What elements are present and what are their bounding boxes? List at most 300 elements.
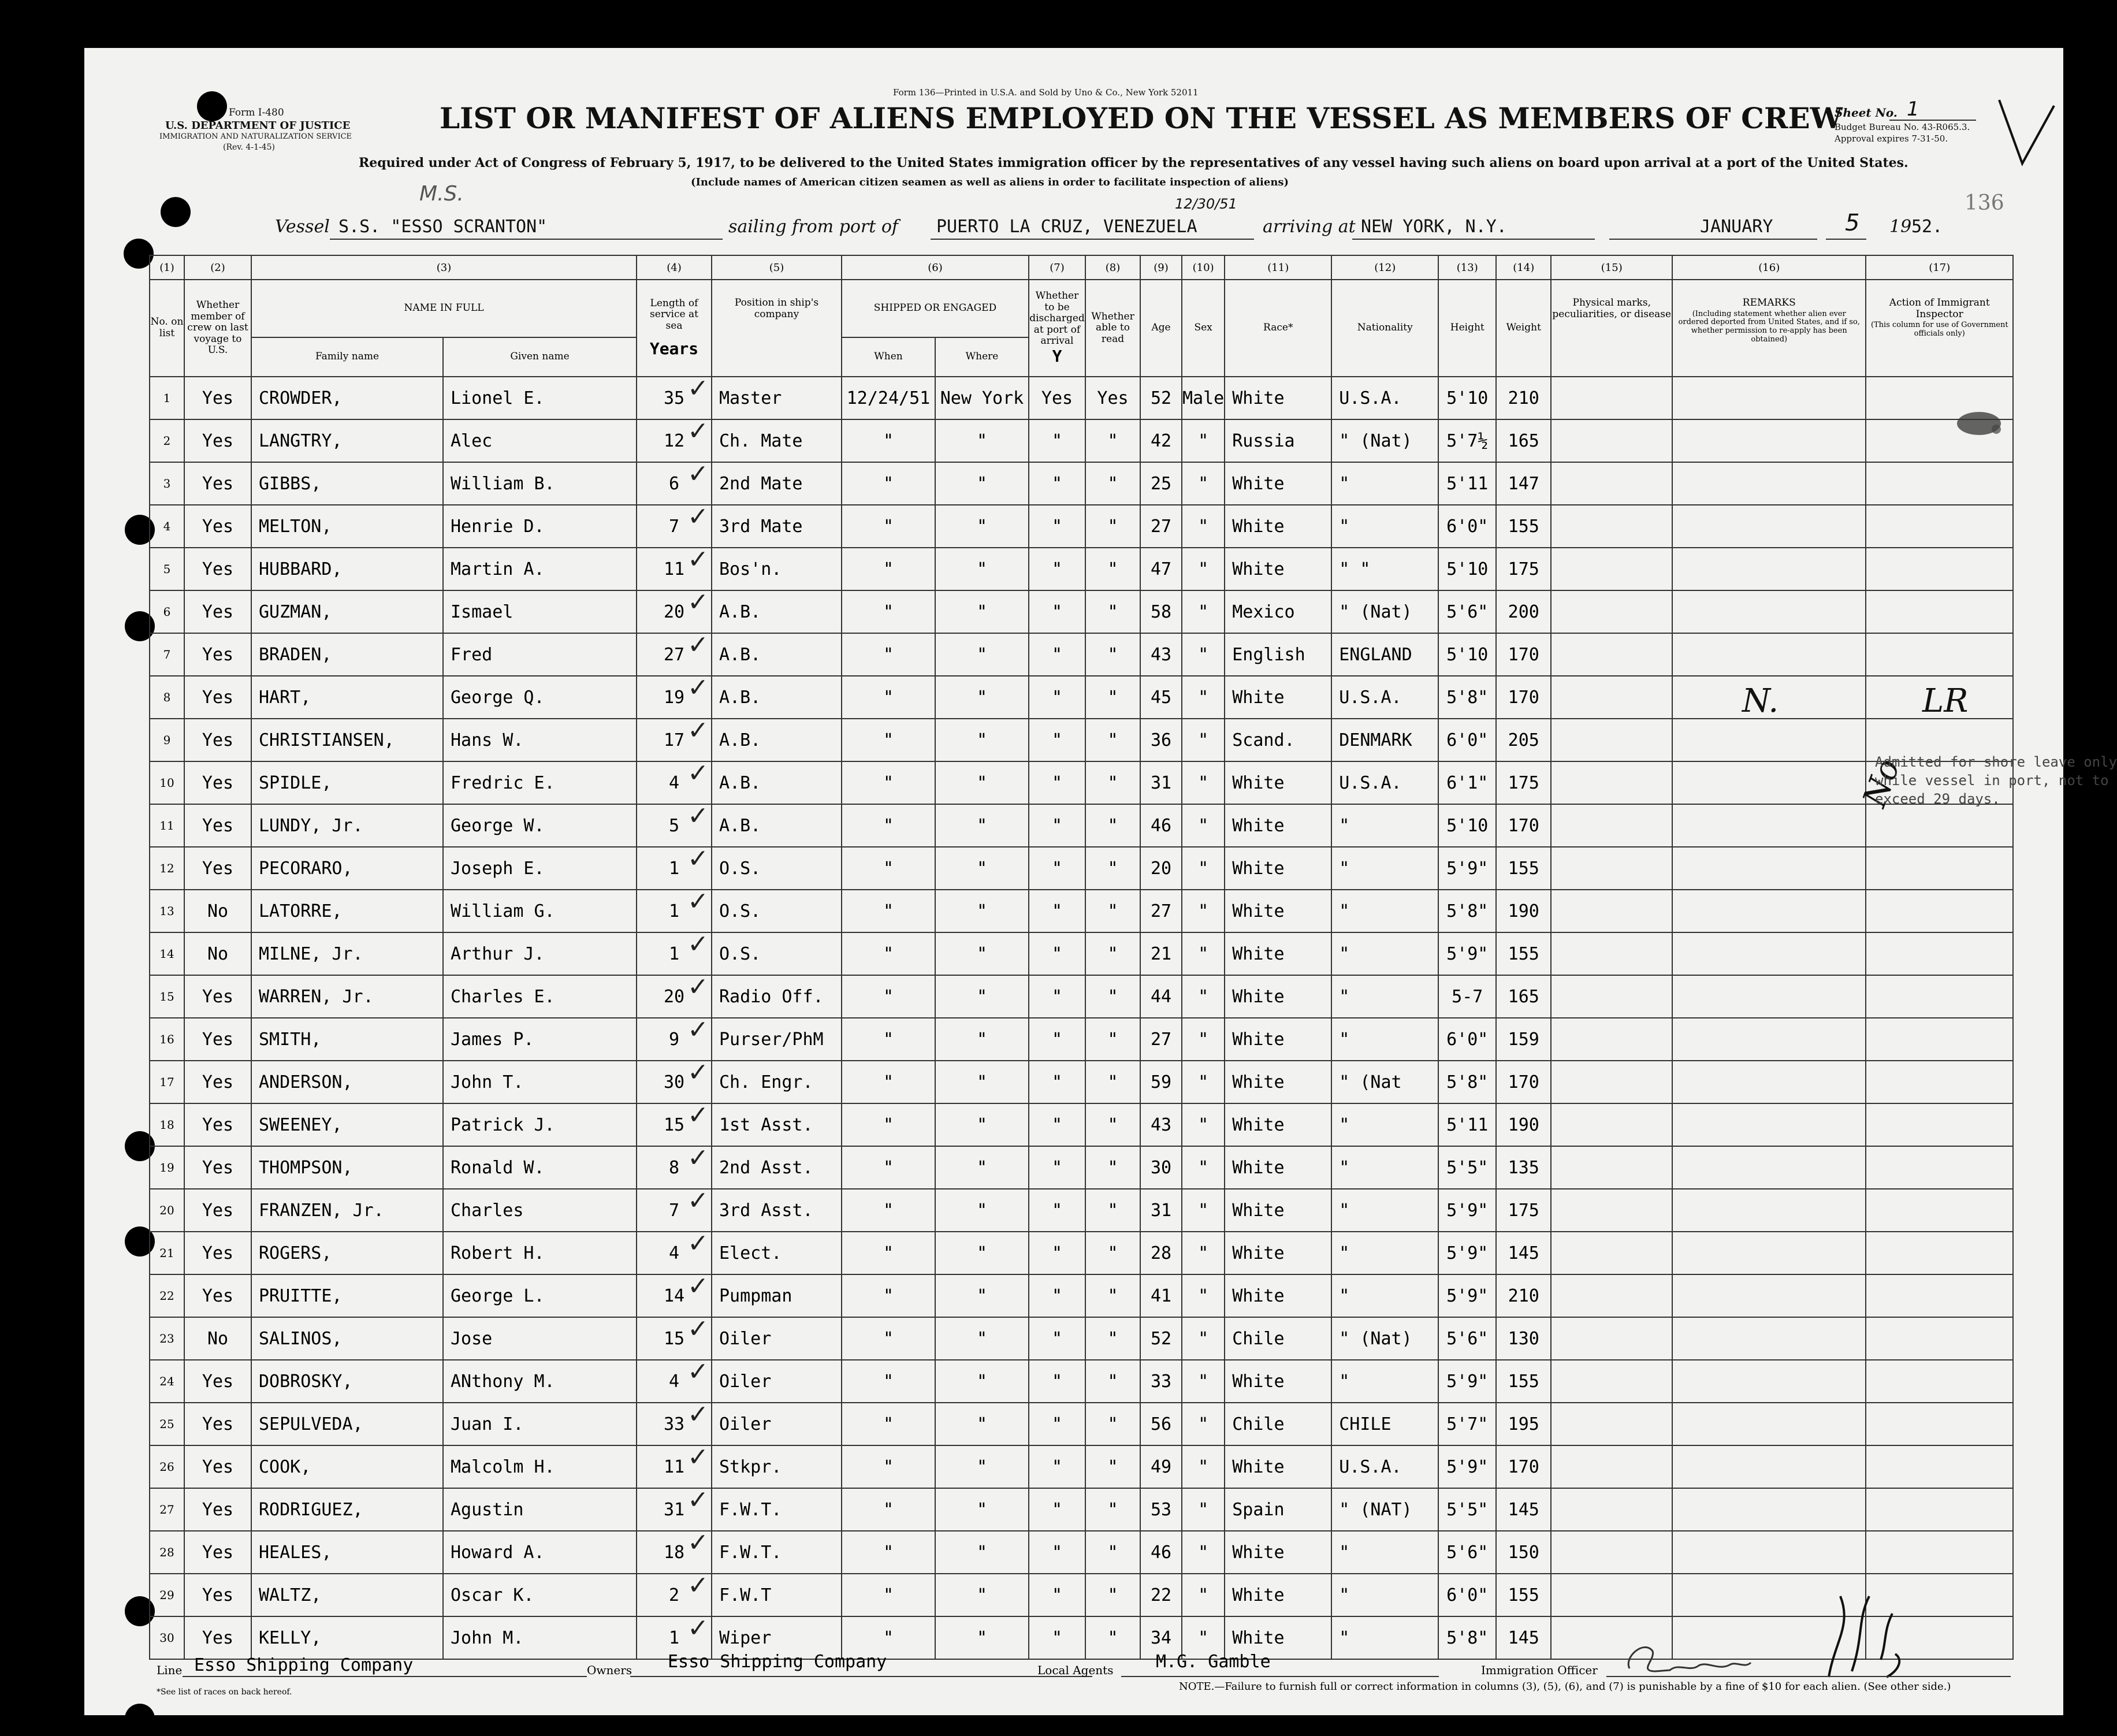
inspector-action-cell <box>1866 1103 2013 1146</box>
race-cell: White <box>1225 1531 1331 1574</box>
crew-row <box>150 505 2013 548</box>
prior-voyage-cell: No <box>184 932 251 975</box>
position-cell: 3rd Mate <box>712 505 842 548</box>
nationality-cell: " <box>1331 1103 1438 1146</box>
arrival-day: 5 <box>1845 210 1860 236</box>
years-of-service-cell: 27 ✓ <box>637 633 712 676</box>
date-note: 12/30/51 <box>1175 196 1237 212</box>
age-cell: 49 <box>1140 1445 1182 1488</box>
prior-voyage-cell: Yes <box>184 1360 251 1403</box>
crew-row <box>150 719 2013 761</box>
years-of-service-cell: 1 ✓ <box>637 847 712 890</box>
physical-marks-cell <box>1551 1018 1672 1061</box>
age-cell: 42 <box>1140 419 1182 462</box>
prior-voyage-cell: Yes <box>184 377 251 419</box>
col-num: (11) <box>1225 255 1331 280</box>
weight-cell: 147 <box>1496 462 1551 505</box>
column-number-row <box>150 255 2013 280</box>
nationality-cell: " <box>1331 1616 1438 1659</box>
height-cell: 5'9" <box>1438 847 1496 890</box>
crew-row <box>150 1403 2013 1445</box>
physical-marks-cell <box>1551 676 1672 719</box>
able-to-read-cell: " <box>1085 1531 1140 1574</box>
tick-mark: ✓ <box>687 1101 709 1130</box>
given-name-cell: Alec <box>443 419 637 462</box>
tick-mark: ✓ <box>687 1357 709 1386</box>
nationality-cell: " (NAT) <box>1331 1488 1438 1531</box>
years-of-service-cell: 35 ✓ <box>637 377 712 419</box>
footer-agents-value: M.G. Gamble <box>1156 1652 1271 1672</box>
weight-cell: 190 <box>1496 890 1551 932</box>
sex-cell: " <box>1182 462 1225 505</box>
row-number-cell: 9 <box>150 719 184 761</box>
given-name-cell: Jose <box>443 1317 637 1360</box>
shipped-where-cell: " <box>935 1274 1029 1317</box>
row-number-cell: 14 <box>150 932 184 975</box>
weight-cell: 170 <box>1496 1061 1551 1103</box>
sex-cell: " <box>1182 676 1225 719</box>
sailing-label: sailing from port of <box>728 217 898 237</box>
height-cell: 5'8" <box>1438 1616 1496 1659</box>
remarks-cell <box>1672 462 1866 505</box>
family-name-cell: MELTON, <box>251 505 443 548</box>
given-name-cell: Robert H. <box>443 1232 637 1274</box>
able-to-read-cell: " <box>1085 1360 1140 1403</box>
header-weight: Weight <box>1496 280 1551 377</box>
prior-voyage-cell: Yes <box>184 1189 251 1232</box>
position-cell: Ch. Engr. <box>712 1061 842 1103</box>
age-cell: 22 <box>1140 1574 1182 1616</box>
inspector-action-cell <box>1866 1403 2013 1445</box>
footer-line-value: Esso Shipping Company <box>194 1655 414 1675</box>
years-of-service-cell: 6 ✓ <box>637 462 712 505</box>
years-of-service-cell: 1 ✓ <box>637 890 712 932</box>
position-cell: F.W.T. <box>712 1531 842 1574</box>
able-to-read-cell: " <box>1085 975 1140 1018</box>
row-number-cell: 29 <box>150 1574 184 1616</box>
nationality-cell: " <box>1331 847 1438 890</box>
shipped-where-cell: " <box>935 804 1029 847</box>
weight-cell: 159 <box>1496 1018 1551 1061</box>
header-remarks-title: REMARKS <box>1742 297 1796 308</box>
sex-cell: " <box>1182 804 1225 847</box>
nationality-cell: " <box>1331 1232 1438 1274</box>
header-discharged <box>1029 280 1085 377</box>
age-cell: 20 <box>1140 847 1182 890</box>
form-subtitle: Required under Act of Congress of February 5, 1917, to be delivered to the United States immigration officer by the representatives of any vessel having such aliens on board upon arrival at a port of the United States. <box>359 155 1908 170</box>
sex-cell: " <box>1182 1061 1225 1103</box>
weight-cell: 150 <box>1496 1531 1551 1574</box>
remarks-cell <box>1672 1061 1866 1103</box>
crew-row <box>150 1146 2013 1189</box>
arriving-label: arriving at <box>1263 217 1356 237</box>
header-length-text: Length of service at sea <box>650 297 698 332</box>
nationality-cell: " <box>1331 804 1438 847</box>
crew-row <box>150 633 2013 676</box>
vessel-name: S.S. "ESSO SCRANTON" <box>338 217 548 237</box>
given-name-cell: Ismael <box>443 590 637 633</box>
physical-marks-cell <box>1551 548 1672 590</box>
action-row-7: LR <box>1922 682 1969 720</box>
row-number-cell: 30 <box>150 1616 184 1659</box>
shipped-when-cell: " <box>842 633 935 676</box>
given-name-cell: Martin A. <box>443 548 637 590</box>
row-number-cell: 8 <box>150 676 184 719</box>
prior-voyage-cell: Yes <box>184 1445 251 1488</box>
weight-cell: 210 <box>1496 1274 1551 1317</box>
sex-cell: " <box>1182 1445 1225 1488</box>
sex-cell: " <box>1182 1018 1225 1061</box>
family-name-cell: HART, <box>251 676 443 719</box>
col-num: (13) <box>1438 255 1496 280</box>
family-name-cell: LANGTRY, <box>251 419 443 462</box>
sex-cell: " <box>1182 847 1225 890</box>
row-number-cell: 12 <box>150 847 184 890</box>
remark-row-7: N. <box>1742 682 1779 720</box>
tick-mark: ✓ <box>687 374 709 403</box>
given-name-cell: George W. <box>443 804 637 847</box>
family-name-cell: HUBBARD, <box>251 548 443 590</box>
height-cell: 6'1" <box>1438 761 1496 804</box>
height-cell: 5'9" <box>1438 1445 1496 1488</box>
position-cell: F.W.T <box>712 1574 842 1616</box>
footer-officer-underline <box>1606 1676 2011 1677</box>
sex-cell: " <box>1182 1574 1225 1616</box>
header-family-name: Family name <box>251 337 443 377</box>
discharged-cell: " <box>1029 761 1085 804</box>
shipped-when-cell: " <box>842 1360 935 1403</box>
check-mark <box>1996 94 2060 175</box>
height-cell: 5'8" <box>1438 890 1496 932</box>
family-name-cell: WALTZ, <box>251 1574 443 1616</box>
height-cell: 5'9" <box>1438 1360 1496 1403</box>
years-of-service-cell: 19 ✓ <box>637 676 712 719</box>
family-name-cell: DOBROSKY, <box>251 1360 443 1403</box>
position-cell: A.B. <box>712 804 842 847</box>
position-cell: 1st Asst. <box>712 1103 842 1146</box>
discharged-cell: " <box>1029 505 1085 548</box>
shipped-where-cell: " <box>935 548 1029 590</box>
crew-row <box>150 1488 2013 1531</box>
remarks-cell <box>1672 548 1866 590</box>
inspector-action-cell <box>1866 975 2013 1018</box>
punch-hole <box>125 1704 155 1734</box>
header-remarks-sub: (Including statement whether alien ever ordered deported from United States, and if so, whether permission to re-apply has been obtained) <box>1678 309 1860 344</box>
row-number-cell: 2 <box>150 419 184 462</box>
age-cell: 27 <box>1140 890 1182 932</box>
prior-voyage-cell: Yes <box>184 1531 251 1574</box>
remarks-cell <box>1672 1146 1866 1189</box>
years-of-service-cell: 12 ✓ <box>637 419 712 462</box>
remarks-cell <box>1672 1018 1866 1061</box>
sex-cell: " <box>1182 1146 1225 1189</box>
position-cell: A.B. <box>712 761 842 804</box>
header-discharged-text: Whether to be discharged at port of arrival <box>1029 290 1085 347</box>
physical-marks-cell <box>1551 1574 1672 1616</box>
family-name-cell: KELLY, <box>251 1616 443 1659</box>
physical-marks-cell <box>1551 1103 1672 1146</box>
position-cell: A.B. <box>712 719 842 761</box>
position-cell: A.B. <box>712 590 842 633</box>
years-of-service-cell: 14 ✓ <box>637 1274 712 1317</box>
age-cell: 43 <box>1140 1103 1182 1146</box>
remarks-cell <box>1672 590 1866 633</box>
years-of-service-cell: 30 ✓ <box>637 1061 712 1103</box>
physical-marks-cell <box>1551 419 1672 462</box>
nationality-cell: " <box>1331 1360 1438 1403</box>
tick-mark: ✓ <box>687 1400 709 1429</box>
race-cell: White <box>1225 548 1331 590</box>
shipped-where-cell: " <box>935 676 1029 719</box>
prior-voyage-cell: Yes <box>184 847 251 890</box>
nationality-cell: ENGLAND <box>1331 633 1438 676</box>
given-name-cell: John T. <box>443 1061 637 1103</box>
tick-mark: ✓ <box>687 1015 709 1044</box>
weight-cell: 155 <box>1496 847 1551 890</box>
weight-cell: 175 <box>1496 548 1551 590</box>
header-years: Years <box>649 339 699 359</box>
age-cell: 59 <box>1140 1061 1182 1103</box>
header-remarks <box>1672 280 1866 377</box>
shipped-when-cell: " <box>842 1574 935 1616</box>
age-cell: 43 <box>1140 633 1182 676</box>
nationality-cell: U.S.A. <box>1331 761 1438 804</box>
remarks-cell <box>1672 719 1866 761</box>
crew-rows <box>150 374 2013 1659</box>
weight-cell: 205 <box>1496 719 1551 761</box>
age-cell: 30 <box>1140 1146 1182 1189</box>
tick-mark: ✓ <box>687 417 709 446</box>
discharged-cell: " <box>1029 633 1085 676</box>
row-number-cell: 24 <box>150 1360 184 1403</box>
position-cell: Purser/PhM <box>712 1018 842 1061</box>
years-of-service-cell: 5 ✓ <box>637 804 712 847</box>
weight-cell: 170 <box>1496 676 1551 719</box>
crew-row <box>150 761 2013 804</box>
race-cell: White <box>1225 676 1331 719</box>
shipped-when-cell: " <box>842 1274 935 1317</box>
row-number-cell: 4 <box>150 505 184 548</box>
header-able-to-read: Whether able to read <box>1085 280 1140 377</box>
header-age: Age <box>1140 280 1182 377</box>
discharged-cell: " <box>1029 1574 1085 1616</box>
sex-cell: " <box>1182 1531 1225 1574</box>
col-num: (4) <box>637 255 712 280</box>
remarks-cell <box>1672 1403 1866 1445</box>
nationality-cell: " <box>1331 1574 1438 1616</box>
given-name-cell: Fredric E. <box>443 761 637 804</box>
height-cell: 5'9" <box>1438 932 1496 975</box>
col-num: (6) <box>842 255 1029 280</box>
able-to-read-cell: " <box>1085 633 1140 676</box>
physical-marks-cell <box>1551 932 1672 975</box>
inspector-action-cell <box>1866 1488 2013 1531</box>
discharged-cell: " <box>1029 932 1085 975</box>
inspector-action-cell <box>1866 932 2013 975</box>
physical-marks-cell <box>1551 761 1672 804</box>
discharged-cell: " <box>1029 1189 1085 1232</box>
weight-cell: 145 <box>1496 1616 1551 1659</box>
inspector-action-cell <box>1866 890 2013 932</box>
years-of-service-cell: 7 ✓ <box>637 505 712 548</box>
height-cell: 5'10 <box>1438 377 1496 419</box>
shipped-when-cell: " <box>842 1232 935 1274</box>
inspector-action-cell <box>1866 1360 2013 1403</box>
height-cell: 5'7½ <box>1438 419 1496 462</box>
race-cell: White <box>1225 1189 1331 1232</box>
age-cell: 31 <box>1140 761 1182 804</box>
shipped-when-cell: " <box>842 676 935 719</box>
nationality-cell: " <box>1331 505 1438 548</box>
able-to-read-cell: " <box>1085 1232 1140 1274</box>
able-to-read-cell: " <box>1085 676 1140 719</box>
crew-row <box>150 932 2013 975</box>
approval-expiry: Approval expires 7-31-50. <box>1835 133 1948 144</box>
able-to-read-cell: " <box>1085 1445 1140 1488</box>
weight-cell: 155 <box>1496 1360 1551 1403</box>
physical-marks-cell <box>1551 1232 1672 1274</box>
inspector-action-cell <box>1866 633 2013 676</box>
remark-row-9-line2: while vessel in port, not to <box>1875 772 2109 789</box>
physical-marks-cell <box>1551 1146 1672 1189</box>
discharged-cell: " <box>1029 890 1085 932</box>
row-number-cell: 20 <box>150 1189 184 1232</box>
nationality-cell: U.S.A. <box>1331 377 1438 419</box>
family-name-cell: SPIDLE, <box>251 761 443 804</box>
family-name-cell: ROGERS, <box>251 1232 443 1274</box>
remark-row-9-line1: Admitted for shore leave only <box>1875 754 2117 770</box>
inspector-action-cell <box>1866 847 2013 890</box>
age-cell: 46 <box>1140 1531 1182 1574</box>
row-number-cell: 21 <box>150 1232 184 1274</box>
inspector-action-cell <box>1866 548 2013 590</box>
discharged-cell: " <box>1029 1274 1085 1317</box>
physical-marks-cell <box>1551 1061 1672 1103</box>
height-cell: 5'6" <box>1438 1317 1496 1360</box>
nationality-cell: DENMARK <box>1331 719 1438 761</box>
row-number-cell: 16 <box>150 1018 184 1061</box>
remarks-cell <box>1672 419 1866 462</box>
row-number-cell: 26 <box>150 1445 184 1488</box>
crew-row <box>150 377 2013 419</box>
given-name-cell: Charles E. <box>443 975 637 1018</box>
position-cell: Oiler <box>712 1317 842 1360</box>
tick-mark: ✓ <box>687 673 709 702</box>
row-number-cell: 10 <box>150 761 184 804</box>
height-cell: 5'8" <box>1438 1061 1496 1103</box>
header-race: Race* <box>1225 280 1331 377</box>
prior-voyage-cell: Yes <box>184 1616 251 1659</box>
shipped-where-cell: " <box>935 1616 1029 1659</box>
ms-note: M.S. <box>419 182 464 206</box>
weight-cell: 170 <box>1496 1445 1551 1488</box>
family-name-cell: CHRISTIANSEN, <box>251 719 443 761</box>
nationality-cell: " <box>1331 932 1438 975</box>
departure-port: PUERTO LA CRUZ, VENEZUELA <box>936 217 1197 237</box>
position-cell: Oiler <box>712 1403 842 1445</box>
crew-row <box>150 1531 2013 1574</box>
vessel-underline <box>330 239 723 240</box>
family-name-cell: HEALES, <box>251 1531 443 1574</box>
prior-voyage-cell: No <box>184 1317 251 1360</box>
row-number-cell: 23 <box>150 1317 184 1360</box>
prior-voyage-cell: Yes <box>184 804 251 847</box>
weight-cell: 145 <box>1496 1232 1551 1274</box>
shipped-where-cell: " <box>935 633 1029 676</box>
weight-cell: 155 <box>1496 1574 1551 1616</box>
given-name-cell: Agustin <box>443 1488 637 1531</box>
shipped-where-cell: " <box>935 761 1029 804</box>
race-cell: White <box>1225 761 1331 804</box>
sex-cell: " <box>1182 761 1225 804</box>
family-name-cell: THOMPSON, <box>251 1146 443 1189</box>
shipped-where-cell: " <box>935 462 1029 505</box>
shipped-when-cell: " <box>842 1445 935 1488</box>
arrival-month: JANUARY <box>1700 217 1773 237</box>
header-physical-marks: Physical marks, peculiarities, or disease <box>1551 280 1672 377</box>
crew-row <box>150 1445 2013 1488</box>
remarks-cell <box>1672 633 1866 676</box>
prior-voyage-cell: Yes <box>184 1488 251 1531</box>
position-cell: F.W.T. <box>712 1488 842 1531</box>
weight-cell: 155 <box>1496 932 1551 975</box>
given-name-cell: Malcolm H. <box>443 1445 637 1488</box>
discharged-cell: " <box>1029 804 1085 847</box>
sex-cell: " <box>1182 1232 1225 1274</box>
tick-mark: ✓ <box>687 887 709 916</box>
given-name-cell: Hans W. <box>443 719 637 761</box>
age-cell: 25 <box>1140 462 1182 505</box>
able-to-read-cell: " <box>1085 1061 1140 1103</box>
remark-row-9-mark: No <box>1855 754 1908 812</box>
header-shipped-engaged: SHIPPED OR ENGAGED <box>842 280 1029 337</box>
nationality-cell: " <box>1331 890 1438 932</box>
form-number: Form I-480 <box>229 107 284 118</box>
able-to-read-cell: " <box>1085 1274 1140 1317</box>
remarks-cell <box>1672 1360 1866 1403</box>
tick-mark: ✓ <box>687 1272 709 1301</box>
row-number-cell: 19 <box>150 1146 184 1189</box>
footer-owners-label: Owners <box>587 1663 633 1677</box>
position-cell: O.S. <box>712 847 842 890</box>
discharged-cell: " <box>1029 1445 1085 1488</box>
shipped-when-cell: " <box>842 1317 935 1360</box>
crew-row <box>150 804 2013 847</box>
position-cell: Master <box>712 377 842 419</box>
given-name-cell: George Q. <box>443 676 637 719</box>
sheet-label: Sheet No. <box>1835 106 1898 120</box>
crew-row <box>150 890 2013 932</box>
height-cell: 5-7 <box>1438 975 1496 1018</box>
able-to-read-cell: " <box>1085 847 1140 890</box>
years-of-service-cell: 11 ✓ <box>637 548 712 590</box>
discharged-cell: " <box>1029 1360 1085 1403</box>
tick-mark: ✓ <box>687 1186 709 1215</box>
crew-row <box>150 548 2013 590</box>
given-name-cell: Joseph E. <box>443 847 637 890</box>
height-cell: 5'5" <box>1438 1488 1496 1531</box>
sex-cell: " <box>1182 1403 1225 1445</box>
race-cell: White <box>1225 1103 1331 1146</box>
able-to-read-cell: " <box>1085 890 1140 932</box>
years-of-service-cell: 8 ✓ <box>637 1146 712 1189</box>
race-cell: Mexico <box>1225 590 1331 633</box>
able-to-read-cell: " <box>1085 505 1140 548</box>
nationality-cell: " (Nat <box>1331 1061 1438 1103</box>
header-inspector-title: Action of Immigrant Inspector <box>1889 297 1990 320</box>
position-cell: O.S. <box>712 932 842 975</box>
weight-cell: 195 <box>1496 1403 1551 1445</box>
